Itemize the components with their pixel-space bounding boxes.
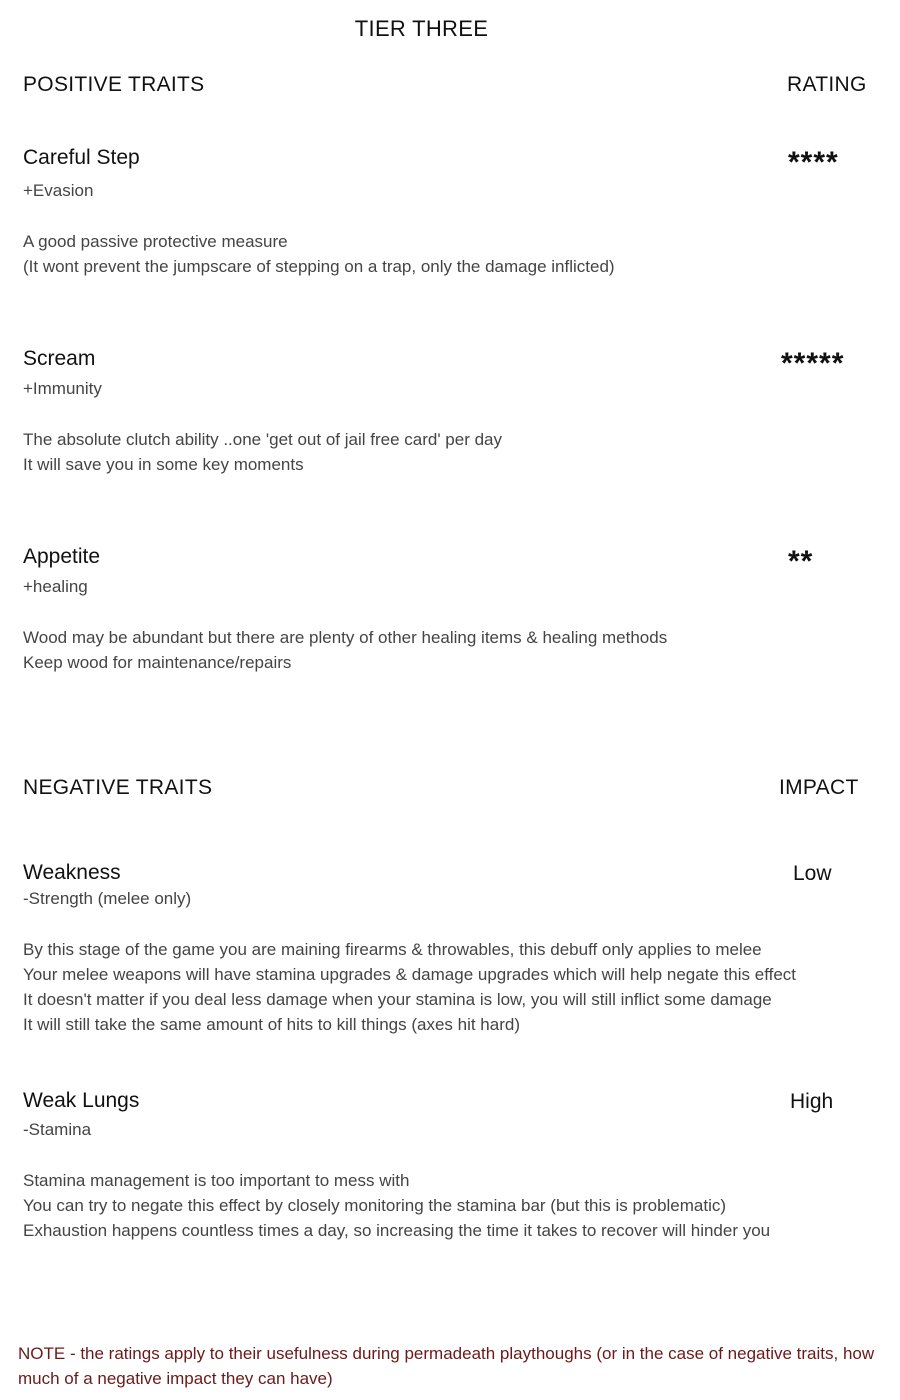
trait-description-line: (It wont prevent the jumpscare of stepping on a trap, only the damage inflicted) bbox=[23, 257, 615, 276]
footnote: NOTE - the ratings apply to their usefulness during permadeath playthoughs (or in the case of negative traits, how much of a negative impact they can have) bbox=[18, 1344, 875, 1388]
trait-description-line: Wood may be abundant but there are plenty of other healing items & healing methods bbox=[23, 628, 668, 647]
trait-impact-weak-lungs: High bbox=[790, 1090, 834, 1113]
trait-description-line: Exhaustion happens countless times a day, so increasing the time it takes to recover will hinder you bbox=[23, 1221, 771, 1240]
trait-stat-weakness: -Strength (melee only) bbox=[23, 889, 192, 908]
trait-stat-appetite: +healing bbox=[23, 577, 88, 596]
trait-rating-scream: ***** bbox=[781, 347, 845, 380]
positive-traits-heading: POSITIVE TRAITS bbox=[23, 73, 205, 96]
trait-rating-appetite: ** bbox=[788, 545, 814, 578]
trait-stat-weak-lungs: -Stamina bbox=[23, 1120, 92, 1139]
trait-description-line: It will still take the same amount of hits to kill things (axes hit hard) bbox=[23, 1015, 520, 1034]
page-title: TIER THREE bbox=[354, 16, 489, 41]
trait-rating-careful-step: **** bbox=[788, 146, 839, 179]
trait-description-line: You can try to negate this effect by closely monitoring the stamina bar (but this is problematic) bbox=[23, 1196, 727, 1215]
trait-impact-weakness: Low bbox=[793, 862, 832, 885]
trait-name-weak-lungs: Weak Lungs bbox=[23, 1089, 140, 1112]
trait-stat-careful-step: +Evasion bbox=[23, 181, 94, 200]
trait-name-scream: Scream bbox=[23, 347, 96, 370]
trait-name-appetite: Appetite bbox=[23, 545, 101, 568]
trait-description-line: It doesn't matter if you deal less damage when your stamina is low, you will still inflict some damage bbox=[23, 990, 772, 1009]
trait-description-line: Your melee weapons will have stamina upgrades & damage upgrades which will help negate this effect bbox=[23, 965, 797, 984]
trait-stat-scream: +Immunity bbox=[23, 379, 102, 398]
trait-description-line: Stamina management is too important to mess with bbox=[23, 1171, 410, 1190]
trait-description-line: A good passive protective measure bbox=[23, 232, 288, 251]
trait-description-line: The absolute clutch ability ..one 'get out of jail free card' per day bbox=[23, 430, 502, 449]
rating-column-label: RATING bbox=[787, 73, 867, 96]
trait-name-weakness: Weakness bbox=[23, 861, 121, 884]
trait-name-careful-step: Careful Step bbox=[23, 146, 140, 169]
trait-description-line: By this stage of the game you are maining firearms & throwables, this debuff only applies to melee bbox=[23, 940, 762, 959]
negative-traits-heading: NEGATIVE TRAITS bbox=[23, 776, 213, 799]
impact-column-label: IMPACT bbox=[779, 776, 859, 799]
trait-description-line: Keep wood for maintenance/repairs bbox=[23, 653, 292, 672]
trait-description-line: It will save you in some key moments bbox=[23, 455, 304, 474]
